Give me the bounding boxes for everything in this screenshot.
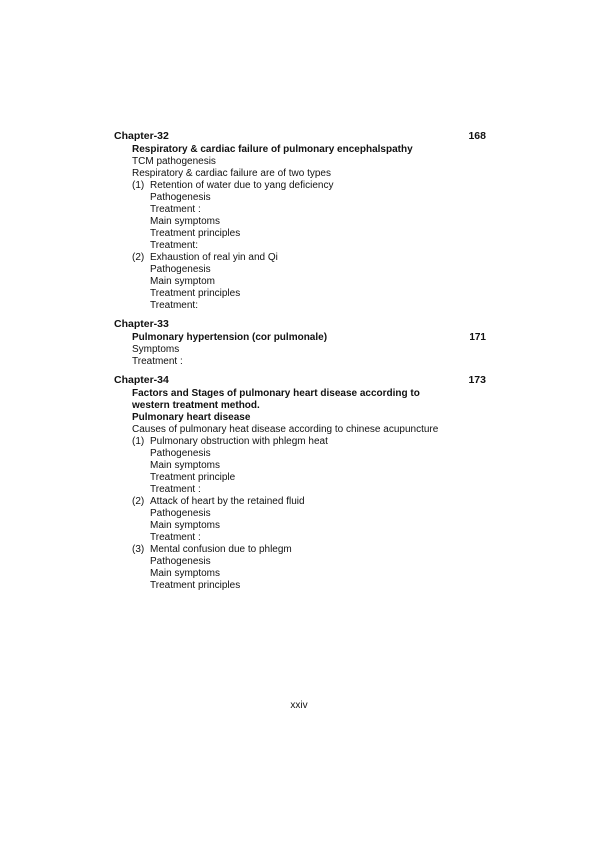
numbered-item xyxy=(114,496,486,508)
chapter-title-row xyxy=(114,332,486,344)
sub-item: Treatment principles xyxy=(150,288,241,299)
chapter-label: Chapter-32 xyxy=(114,130,169,142)
sub-item: Treatment: xyxy=(150,240,198,251)
numbered-item xyxy=(114,544,486,556)
chapter-title: Respiratory & cardiac failure of pulmonary encephalspathy xyxy=(132,144,413,155)
sub-item: Pathogenesis xyxy=(150,448,211,459)
page-folio: xxiv xyxy=(290,700,308,711)
chapter-heading xyxy=(114,374,486,388)
item-text: Attack of heart by the retained fluid xyxy=(150,496,305,507)
numbered-item xyxy=(114,180,486,192)
toc-line: TCM pathogenesis xyxy=(132,156,216,167)
sub-item: Treatment : xyxy=(150,532,201,543)
numbered-item xyxy=(114,252,486,264)
toc-line: Symptoms xyxy=(132,344,180,355)
chapter-32-section xyxy=(114,130,486,312)
sub-item: Main symptoms xyxy=(150,568,221,579)
sub-item: Treatment principles xyxy=(150,228,241,239)
item-text: Retention of water due to yang deficiency xyxy=(150,180,334,191)
sub-item: Treatment principle xyxy=(150,472,236,483)
chapter-page-number: 173 xyxy=(468,374,486,386)
chapter-33-section xyxy=(114,318,486,368)
toc-line: Treatment : xyxy=(132,356,183,367)
chapter-heading xyxy=(114,318,486,332)
sub-item: Treatment: xyxy=(150,300,198,311)
chapter-34-section xyxy=(114,374,486,592)
chapter-title: Pulmonary hypertension (cor pulmonale) xyxy=(132,332,328,343)
chapter-title: Factors and Stages of pulmonary heart disease according to xyxy=(132,388,420,399)
sub-item: Treatment principles xyxy=(150,580,241,591)
toc-line: Causes of pulmonary heat disease according to chinese acupuncture xyxy=(132,424,439,435)
sub-item: Pathogenesis xyxy=(150,264,211,275)
toc-line: Respiratory & cardiac failure are of two types xyxy=(132,168,331,179)
item-number: (1) xyxy=(132,180,145,191)
chapter-label: Chapter-34 xyxy=(114,374,169,386)
chapter-page-number: 168 xyxy=(468,130,486,142)
item-text: Pulmonary obstruction with phlegm heat xyxy=(150,436,328,447)
item-number: (1) xyxy=(132,436,145,447)
section-title: Pulmonary heart disease xyxy=(132,412,251,423)
sub-item: Treatment : xyxy=(150,204,201,215)
sub-item: Main symptoms xyxy=(150,216,221,227)
sub-item: Treatment : xyxy=(150,484,201,495)
item-text: Mental confusion due to phlegm xyxy=(150,544,292,555)
item-number: (2) xyxy=(132,496,145,507)
chapter-title: western treatment method. xyxy=(132,400,260,411)
sub-item: Main symptoms xyxy=(150,520,221,531)
chapter-heading xyxy=(114,130,486,144)
item-number: (2) xyxy=(132,252,145,263)
chapter-page-number: 171 xyxy=(469,332,486,343)
item-number: (3) xyxy=(132,544,145,555)
sub-item: Main symptoms xyxy=(150,460,221,471)
sub-item: Pathogenesis xyxy=(150,192,211,203)
sub-item: Main symptom xyxy=(150,276,216,287)
sub-item: Pathogenesis xyxy=(150,556,211,567)
sub-item: Pathogenesis xyxy=(150,508,211,519)
item-text: Exhaustion of real yin and Qi xyxy=(150,252,278,263)
chapter-label: Chapter-33 xyxy=(114,318,169,330)
numbered-item xyxy=(114,436,486,448)
